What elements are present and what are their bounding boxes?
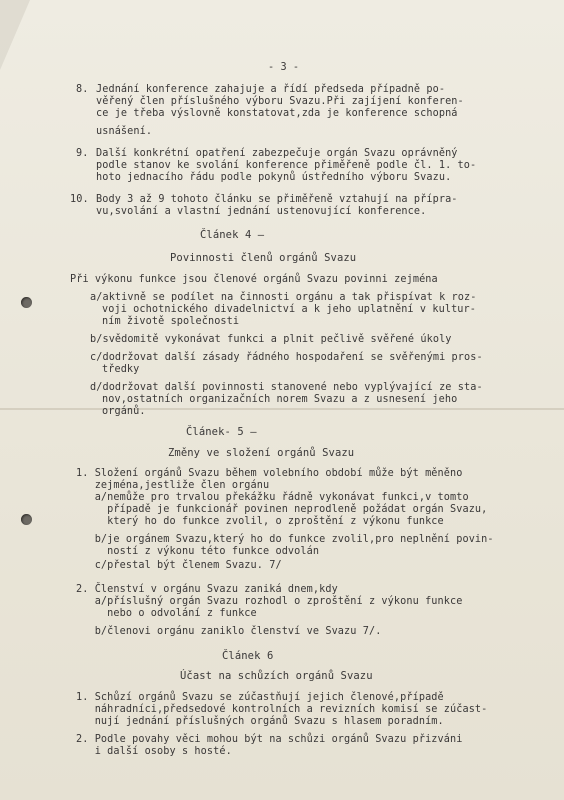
punch-hole-upper xyxy=(21,297,32,308)
article-6-title: Účast na schůzích orgánů Svazu xyxy=(180,670,373,682)
article-5-line: nebo o odvolání z funkce xyxy=(76,608,257,619)
article-5-line: a/příslušný orgán Svazu rozhodl o zproštění z výkonu funkce xyxy=(76,596,463,607)
article-5-line: zejména,jestliže člen orgánu xyxy=(76,480,270,491)
article-6-line: nují jednání příslušných orgánů Svazu s hlasem poradním. xyxy=(76,716,444,727)
item-line: věřený člen příslušného výboru Svazu.Při zajíjení konferen- xyxy=(96,96,464,107)
article-6-line: náhradníci,předsedové kontrolních a revizních komisí se zúčast- xyxy=(76,704,488,715)
duty-line: orgánů. xyxy=(102,406,146,417)
article-5-line: a/nemůže pro trvalou překážku řádně vykonávat funkci,v tomto xyxy=(76,492,469,503)
paper-fold-line xyxy=(0,408,564,410)
article-6-line: i další osoby s hosté. xyxy=(76,746,232,757)
article-5-line: případě je funkcionář povinen neprodleně požádat orgán Svazu, xyxy=(76,504,488,515)
article-5-line: 1. Složení orgánů Svazu během volebního období může být měněno xyxy=(76,468,463,479)
page-number: - 3 - xyxy=(268,62,300,73)
article-5-heading: Článek- 5 – xyxy=(186,426,257,438)
duty-line: voji ochotnického divadelnictví a k jeho uplatnění v kultur- xyxy=(102,304,477,315)
duty-line: a/aktivně se podílet na činnosti orgánu a tak přispívat k roz- xyxy=(90,292,477,303)
article-5-title: Změny ve složení orgánů Svazu xyxy=(168,447,355,459)
article-6-heading: Článek 6 xyxy=(222,650,274,662)
duty-line: d/dodržovat další povinnosti stanovené nebo vyplývající ze sta- xyxy=(90,382,483,393)
item-number: 10. xyxy=(70,194,89,205)
item-line: Další konkrétní opatření zabezpečuje orgán Svazu oprávněný xyxy=(96,148,458,159)
article-5-line: ností z výkonu této funkce odvolán xyxy=(76,546,320,557)
item-line: hoto jednacího řádu podle pokynů ústředního výboru Svazu. xyxy=(96,172,452,183)
article-5-line: b/je orgánem Svazu,který ho do funkce zvolil,pro neplnění povin- xyxy=(76,534,494,545)
folded-corner xyxy=(0,0,30,70)
article-6-line: 1. Schůzí orgánů Svazu se zúčastňují jejich členové,případě xyxy=(76,692,444,703)
item-line: podle stanov ke svolání konference přiměřeně podle čl. 1. to- xyxy=(96,160,477,171)
duty-line: ním životě společnosti xyxy=(102,316,240,327)
article-5-line: c/přestal být členem Svazu. 7/ xyxy=(76,560,282,571)
item-line: Body 3 až 9 tohoto článku se přiměřeně vztahují na přípra- xyxy=(96,194,458,205)
duty-line: b/svědomitě vykonávat funkci a plnit pečlivě svěřené úkoly xyxy=(90,334,452,345)
article-5-line: b/členovi orgánu zaniklo členství ve Svazu 7/. xyxy=(76,626,382,637)
article-5-line: který ho do funkce zvolil, o zproštění z výkonu funkce xyxy=(76,516,444,527)
duty-line: nov,ostatních organizačních norem Svazu a z usnesení jeho xyxy=(102,394,458,405)
duty-line: c/dodržovat další zásady řádného hospodaření se svěřenými pros- xyxy=(90,352,483,363)
article-4-title: Povinnosti členů orgánů Svazu xyxy=(170,252,357,264)
item-line: ce je třeba výslovně konstatovat,zda je konference schopná xyxy=(96,108,458,119)
punch-hole-lower xyxy=(21,514,32,525)
item-line: Jednání konference zahajuje a řídí předseda případně po- xyxy=(96,84,446,95)
duty-line: tředky xyxy=(102,364,140,375)
article-4-heading: Článek 4 – xyxy=(200,229,265,241)
article-6-line: 2. Podle povahy věci mohou být na schůzi orgánů Svazu přizváni xyxy=(76,734,463,745)
article-4-intro: Při výkonu funkce jsou členové orgánů Svazu povinni zejména xyxy=(70,274,438,285)
article-5-line: 2. Členství v orgánu Svazu zaniká dnem,kdy xyxy=(76,584,338,595)
item-line: usnášení. xyxy=(96,126,153,137)
item-number: 8. xyxy=(76,84,89,95)
item-number: 9. xyxy=(76,148,89,159)
item-line: vu,svolání a vlastní jednání ustenovující konference. xyxy=(96,206,427,217)
